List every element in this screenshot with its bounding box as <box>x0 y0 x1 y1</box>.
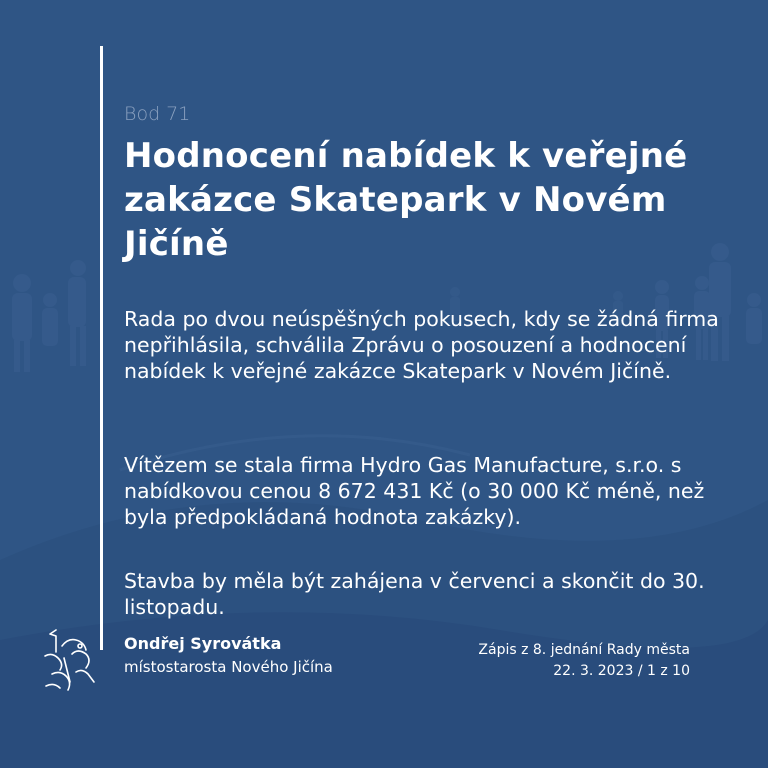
accent-vertical-line <box>100 46 103 650</box>
author-name: Ondřej Syrovátka <box>124 634 282 653</box>
meeting-meta <box>478 640 690 682</box>
paragraph-decision: Rada po dvou neúspěšných pokusech, kdy se žádná firma nepřihlásila, schválila Zprávu o posouzení a hodnocení nabídek k veřejné zakázce Skatepark v Novém Jičíně. <box>124 307 719 383</box>
city-emblem-icon <box>42 624 102 694</box>
paragraph-winner: Vítězem se stala firma Hydro Gas Manufacture, s.r.o. s nabídkovou cenou 8 672 431 Kč (o 30 000 Kč méně, než byla předpokládaná hodnota zakázky). <box>124 453 705 529</box>
date-page-label: 22. 3. 2023 / 1 z 10 <box>553 663 690 679</box>
item-number-label: Bod 71 <box>124 103 191 125</box>
meeting-record-label: Zápis z 8. jednání Rady města <box>478 642 690 658</box>
page-title: Hodnocení nabídek k veřejné zakázce Skatepark v Novém Jičíně <box>124 136 688 264</box>
author-role: místostarosta Nového Jičína <box>124 658 333 676</box>
paragraph-schedule: Stavba by měla být zahájena v červenci a skončit do 30. listopadu. <box>124 569 705 619</box>
